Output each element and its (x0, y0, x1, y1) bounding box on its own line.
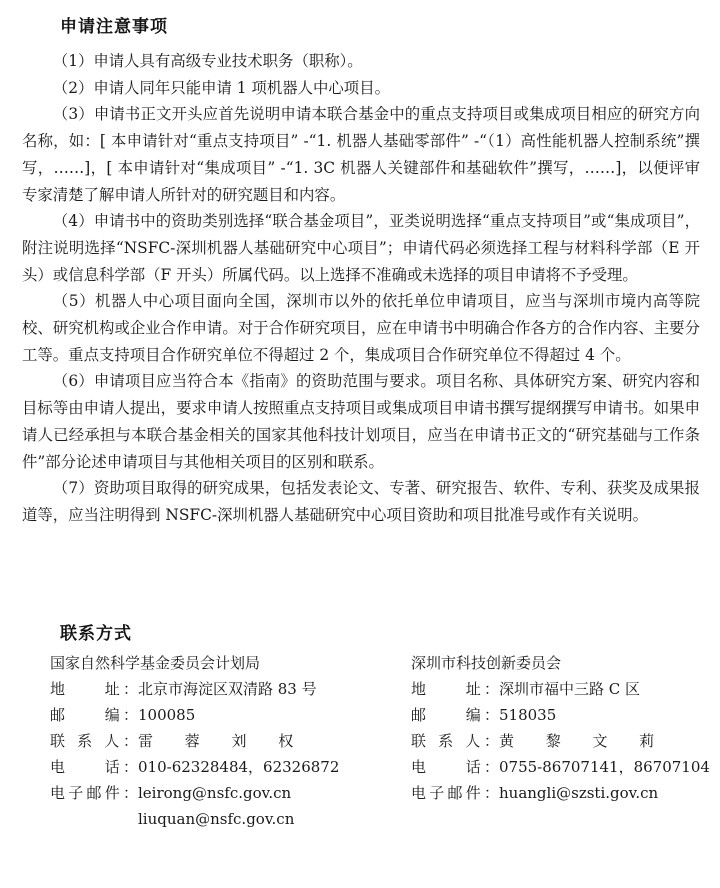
note-item-3: （3）申请书正文开头应首先说明申请本联合基金中的重点支持项目或集成项目相应的研究方向名称，如：[ 本申请针对“重点支持项目” -“1. 机器人基础零部件” -“（1）高性能机器人控制系统”撰写，……]，[ 本申请针对“集成项目” -“1. 3C 机器人关键部件和基础软件”撰写，……]，以便评审专家清楚了解申请人所针对的研究题目和内容。 (22, 105, 700, 204)
contact-row-email (50, 780, 339, 806)
address-value: 北京市海淀区双清路 83 号 (138, 680, 317, 698)
contact-row-email (411, 780, 710, 806)
contact-row-email-2 (50, 806, 339, 832)
note-item-7: （7）资助项目取得的研究成果，包括发表论文、专著、研究报告、软件、专利、获奖及成果报道等，应当注明得到 NSFC-深圳机器人基础研究中心项目资助和项目批准号或作有关说明。 (22, 479, 700, 524)
phone-value: 0755-86707141，86707104 (499, 758, 710, 776)
address-label: 地 址： (411, 680, 499, 698)
contact-block-nsfc (50, 650, 339, 832)
email-value: leirong@nsfc.gov.cn (138, 784, 292, 802)
email-label: 电子邮件： (411, 784, 499, 802)
note-item-6: （6）申请项目应当符合本《指南》的资助范围与要求。项目名称、具体研究方案、研究内容和目标等由申请人提出，要求申请人按照重点支持项目或集成项目申请书撰写提纲撰写申请书。如果申请人已经承担与本联合基金相关的国家其他科技计划项目，应当在申请书正文的“研究基础与工作条件”部分论述申请项目与其他相关项目的区别和联系。 (22, 372, 700, 471)
contact-row-person (50, 728, 339, 754)
phone-value: 010-62328484，62326872 (138, 758, 340, 776)
email-label: 电子邮件： (50, 784, 138, 802)
contact-person-value: 雷 蓉 刘 权 (138, 732, 307, 750)
note-item-2: （2）申请人同年只能申请 1 项机器人中心项目。 (52, 78, 390, 97)
address-value: 深圳市福中三路 C 区 (499, 680, 641, 698)
contact-org-name: 国家自然科学基金委员会计划局 (50, 654, 261, 672)
contact-row-address (411, 676, 710, 702)
section-title-contacts: 联系方式 (60, 624, 132, 644)
contact-person-label: 联 系 人： (50, 732, 138, 750)
postcode-label: 邮 编： (411, 706, 499, 724)
contact-org-name: 深圳市科技创新委员会 (411, 654, 562, 672)
postcode-value: 100085 (138, 706, 196, 724)
contact-row-phone (50, 754, 339, 780)
contact-person-label: 联 系 人： (411, 732, 499, 750)
email-value-2: liuquan@nsfc.gov.cn (138, 810, 295, 828)
note-item-5: （5）机器人中心项目面向全国，深圳市以外的依托单位申请项目，应当与深圳市境内高等院校、研究机构或企业合作申请。对于合作研究项目，应在申请书中明确合作各方的合作内容、主要分工等。重点支持项目合作研究单位不得超过 2 个，集成项目合作研究单位不得超过 4 个。 (22, 292, 700, 364)
notes-list (22, 48, 700, 529)
contact-block-szsti (411, 650, 710, 806)
note-item-1: （1）申请人具有高级专业技术职务（职称）。 (52, 52, 363, 70)
postcode-value: 518035 (499, 706, 557, 724)
phone-label: 电 话： (50, 758, 138, 776)
email-value: huangli@szsti.gov.cn (499, 784, 659, 802)
note-item-4: （4）申请书中的资助类别选择“联合基金项目”，亚类说明选择“重点支持项目”或“集成项目”，附注说明选择“NSFC-深圳机器人基础研究中心项目”；申请代码必须选择工程与材料科学部（E 开头）或信息科学部（F 开头）所属代码。以上选择不准确或未选择的项目申请将不予受理。 (22, 212, 700, 284)
contact-row-postcode (50, 702, 339, 728)
contact-row-postcode (411, 702, 710, 728)
address-label: 地 址： (50, 680, 138, 698)
contact-person-value: 黄 黎 文 莉 (499, 732, 668, 750)
postcode-label: 邮 编： (50, 706, 138, 724)
contact-row-person (411, 728, 710, 754)
contact-row-phone (411, 754, 710, 780)
section-title-notes: 申请注意事项 (60, 17, 168, 37)
phone-label: 电 话： (411, 758, 499, 776)
contact-row-address (50, 676, 339, 702)
